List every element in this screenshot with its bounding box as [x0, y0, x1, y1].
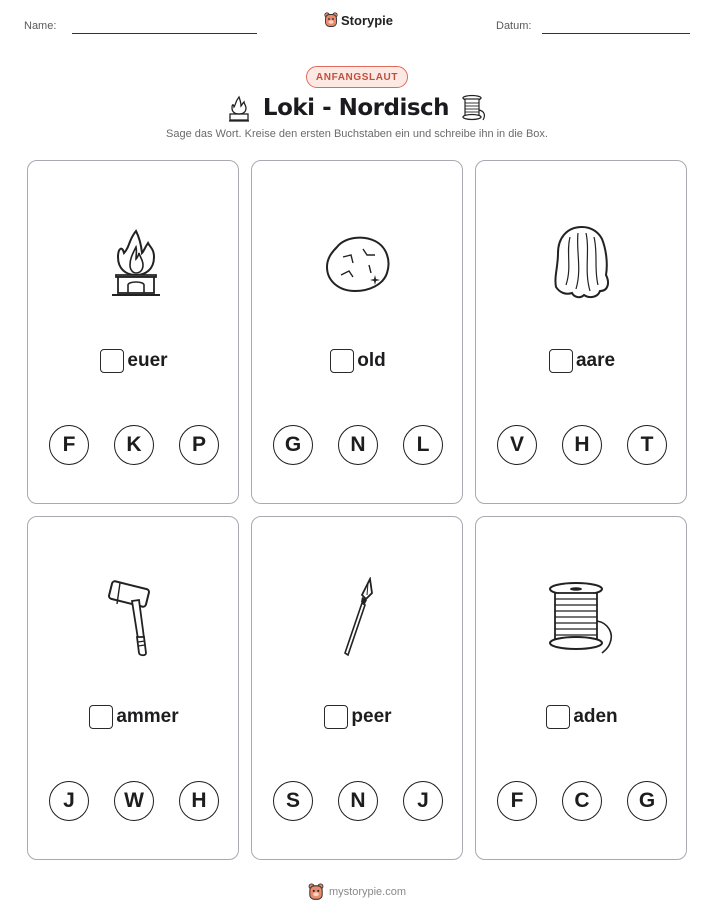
- answer-box[interactable]: [89, 705, 113, 729]
- page-title: Loki - Nordisch: [262, 95, 450, 121]
- letter-choice[interactable]: W: [114, 781, 154, 821]
- letter-choices: [49, 781, 219, 821]
- brand-logo: [324, 12, 393, 28]
- letter-choices: [273, 425, 443, 465]
- letter-choice[interactable]: L: [403, 425, 443, 465]
- word-ending: ammer: [116, 706, 179, 727]
- letter-choice[interactable]: G: [627, 781, 667, 821]
- date-line[interactable]: [542, 33, 690, 34]
- letter-choice[interactable]: V: [497, 425, 537, 465]
- word-card: [251, 160, 463, 504]
- letter-choice[interactable]: N: [338, 781, 378, 821]
- spool-icon: [546, 581, 618, 657]
- letter-choice[interactable]: F: [49, 425, 89, 465]
- fire-pit-icon: [227, 94, 251, 122]
- word-prompt: [476, 349, 688, 373]
- word-ending: aare: [575, 350, 616, 371]
- instructions: Sage das Wort. Kreise den ersten Buchstaben ein und schreibe ihn in die Box.: [166, 128, 548, 140]
- letter-choices: [497, 781, 667, 821]
- letter-choice[interactable]: T: [627, 425, 667, 465]
- word-card: [251, 516, 463, 860]
- answer-box[interactable]: [549, 349, 573, 373]
- hammer-icon: [106, 579, 160, 659]
- letter-choices: [273, 781, 443, 821]
- fire-icon: [106, 227, 166, 299]
- letter-choice[interactable]: K: [114, 425, 154, 465]
- letter-choice[interactable]: J: [403, 781, 443, 821]
- word-card: [27, 516, 239, 860]
- spear-icon: [338, 577, 378, 659]
- title-row: [0, 89, 714, 127]
- date-label: Datum:: [496, 20, 532, 32]
- category-badge: ANFANGSLAUT: [306, 66, 408, 88]
- bear-logo-icon: [324, 12, 338, 28]
- letter-choice[interactable]: C: [562, 781, 602, 821]
- word-prompt: [252, 349, 464, 373]
- rock-icon: [323, 233, 393, 295]
- name-line[interactable]: [72, 33, 257, 34]
- answer-box[interactable]: [546, 705, 570, 729]
- word-prompt: [28, 349, 240, 373]
- word-card: [27, 160, 239, 504]
- letter-choice[interactable]: N: [338, 425, 378, 465]
- word-card: [475, 160, 687, 504]
- name-label: Name:: [24, 20, 57, 32]
- word-prompt: [28, 705, 240, 729]
- letter-choice[interactable]: S: [273, 781, 313, 821]
- letter-choice[interactable]: G: [273, 425, 313, 465]
- letter-choices: [49, 425, 219, 465]
- answer-box[interactable]: [324, 705, 348, 729]
- letter-choice[interactable]: P: [179, 425, 219, 465]
- letter-choice[interactable]: F: [497, 781, 537, 821]
- brand-name: Storypie: [341, 12, 394, 28]
- footer-url[interactable]: mystorypie.com: [328, 886, 407, 898]
- letter-choice[interactable]: J: [49, 781, 89, 821]
- word-ending: old: [357, 350, 386, 371]
- word-ending: euer: [127, 350, 168, 371]
- word-ending: peer: [351, 706, 392, 727]
- letter-choice[interactable]: H: [179, 781, 219, 821]
- answer-box[interactable]: [330, 349, 354, 373]
- hair-icon: [550, 223, 614, 301]
- bear-logo-icon: [308, 883, 324, 901]
- letter-choices: [497, 425, 667, 465]
- thread-spool-icon: [461, 94, 487, 122]
- word-prompt: [476, 705, 688, 729]
- letter-choice[interactable]: H: [562, 425, 602, 465]
- footer: [0, 883, 714, 901]
- word-ending: aden: [573, 706, 618, 727]
- word-card: [475, 516, 687, 860]
- word-prompt: [252, 705, 464, 729]
- answer-box[interactable]: [100, 349, 124, 373]
